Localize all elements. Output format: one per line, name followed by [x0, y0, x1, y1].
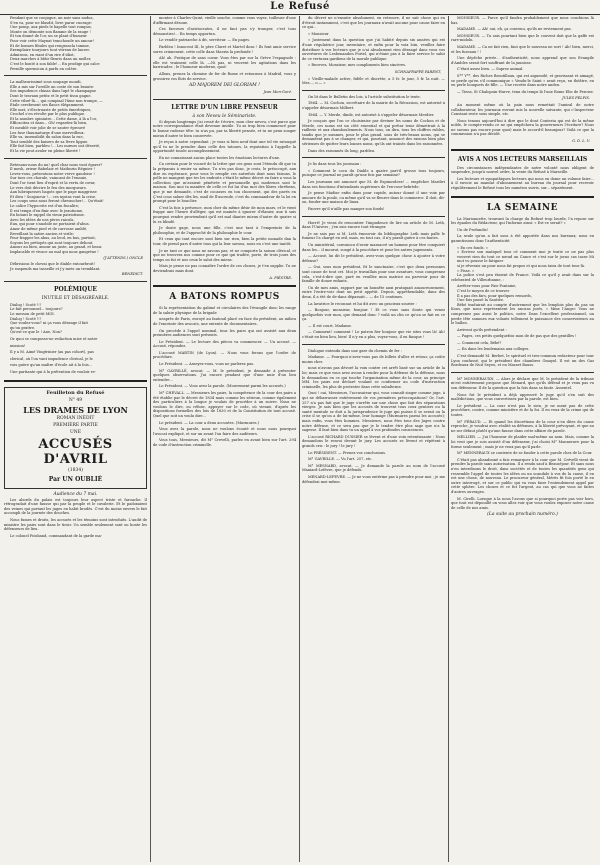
paragraph: Si depuis longtemps j'ai cessé de t'écrire, mon cher neveu, c'est parce que notre correspondance était devenue inutile. Tu as trop bien commencé pour le bonne rudesse tête: tu n'as pu, par ta liberté pensée, et tu ne peux songer mieux d'autre te bien conservée.: [153, 119, 296, 138]
paragraph: L'accusé RICHARD DUSSIER se lèvent et d'une voix retentissante : Nous demandons le renvoi devant le jury. Les accusés se lèvent et répètent à grands cris : le jury ! le jury !: [302, 434, 445, 448]
quote-paragraph: « Vieille-malade active, fidèle et discrète, a 5 fr. le jour, 5 fr. la nuit. — Mes..., o.— »: [302, 76, 445, 86]
feuilleton-label: Feuilleton du Refusé: [46, 389, 105, 396]
paragraph: « Justement dans la question que j'ai habité depuis six années qui est d'une régulatrice jour, inventaire, et enfin pour la voix loin, veuillez faire distribuer à vos lecteurs que je n'ai absolument rien dérangé dans vous vos ouvertures de Lesbenandon Fortel, qui n'étant pas à la faire service le salut de ce verturax gardiens de la morale publique.: [302, 38, 445, 61]
poem-line: Admirons, en riant d'un rire d'idiot,: [10, 52, 75, 57]
polemique-subtitle: INUTILE ET DÉSAGRÉABLE.: [41, 295, 110, 301]
poem-line: Pendant que se conjugue, un noir sans nodus,: [10, 16, 94, 20]
poem-line: Il est temps d'en finir avec le jeautiome,: [10, 208, 84, 213]
dialog-line: Le fait personnel... toujours?: [10, 307, 63, 312]
paragraph: Horré! Je viens de rencontrer l'impudence de lire un article de M. Leth, dans l'Univers ; j'en suis encore tout étranger.: [302, 220, 445, 230]
polemique-body: [4, 330, 147, 374]
paragraph: Le vendôr patriarche à dit, serviteur. — En pages.: [159, 38, 251, 43]
poem-line: Levez-vous, présentons notre verve gaudoise !: [10, 171, 95, 176]
paragraph: MADAME. — Ca ne fait rien, faut que le nouveau ne sort ! Ah! bien, merci, et les fuseaux ! !: [451, 44, 594, 54]
paragraph: — Oui, sous mon président, fit le sanctuaire, c'est que deux personnes sont cause de tout cet. Moi je travaillais pour une avanture, vous comprenez cela, c'est-à-dire que, paré en veuillez mon matrice au parvenir pour de famille de douze enfants.: [302, 265, 445, 284]
paragraph: Qu'est-ce que le ! Ane, Non?: [10, 330, 62, 335]
signature: JULES FELPIS.: [562, 96, 590, 101]
continued-note: (La suite au prochain numéro.): [487, 512, 558, 518]
paragraph: Le PRÉSIDENT. — Prenez vos conclusions.: [308, 450, 387, 455]
feuilleton-box: [4, 387, 147, 489]
drames-title: LES DRAMES DE LYON: [23, 404, 128, 415]
paragraph: M° MENNERAUX se contente de se fonder à cette parole chez de la Cour.: [457, 451, 593, 456]
dialogue-label: Dialogue entendu dans une gare du chemin de fer :: [308, 348, 402, 353]
paragraph: « Comment le cocu du Diable a quatre part-il grosse tous toujours, puisque ce journal ne paraît qu'une fois par semaine?: [302, 168, 445, 178]
paragraph: — Accusé, lui dit le président, avez-vous quelque chose à ajouter à votre défense?: [302, 254, 445, 263]
dialog-line: Dialog ! Scoté !!!: [10, 302, 42, 307]
verse-line: Arrêtez-vous pour Fair Fontaine,: [457, 284, 517, 289]
paragraph: Nous fut le président a déjà approuvé le juge qu'il s'en suit des malédictions, que vous convertissez par la parole, est bien.: [451, 392, 594, 402]
paragraph: Vous avez la parole, nous ne voulons écouté et nous nous pourquoi l'avocat expliqué, et sur un avant l'on faire des auditeurs.: [153, 427, 296, 436]
song-line: si je rêverais un pour nous fat propos et qui nous taira de tout tous-là.: [457, 263, 586, 268]
poem-line: Implacable et vivace au mal qui nous gangrène !: [10, 249, 99, 254]
paragraph: Je reçus à notre cependant ; je vous si bien neuf dont une tel vie ratouqué qu'il tu ne le prendre dans celle des tatoues, la reputation à l'appelle la opportunité tousle accomplissement.: [153, 140, 296, 154]
paragraph: — Comment! comment ! Le patron fier bonjour que vie sites vous là! Ah! c'était en bien lieu, bien! Il n'y en a plus, voyez-vous, il en fiasque !: [302, 330, 445, 340]
article-top: [302, 16, 445, 68]
article-top: [451, 16, 594, 94]
poem-line: C'est le bonté à son fable!... En prodige qui calce: [10, 61, 100, 66]
accuses-author: Par UN OUBLIÉ: [48, 475, 103, 483]
poem-signature: (J'ATTENDS.) ONCLE: [103, 255, 143, 260]
divider: [451, 196, 594, 198]
paragraph: Un de mes amis, rapport par un honnête auxi pratiquait amoureusement, entre l'entre-voir dont un petit appétit. Depuis, appréhendable, dans des deux, il a été de de-dans dépassait... — de 15 centimes.: [302, 285, 445, 299]
paragraph: Le Président. — Asseyez-vous, vous ne parlerez pas.: [159, 362, 255, 367]
poem-line: La malheurissimé sous soupage moudi,: [10, 80, 82, 85]
poem-line: Aux lubriquesses bagots que le pape maggrisse: [10, 190, 97, 195]
poem-line: Ses impudence chinas dans lupé le champagne: [10, 89, 96, 94]
lois-body: [302, 95, 445, 154]
poem-line: En botant le rappel du vieux patriotisme.: [10, 213, 85, 218]
poem-line: Le calice l'hypocrite est d'un fiscalite;: [10, 203, 80, 208]
paragraph: Si la représentation du galimé et circulaires des l'évangile donc les range de la salute physique de la brigade: [153, 306, 296, 315]
batons-title: A BATONS ROMPUS: [169, 292, 280, 303]
poem-line: Une pomp, aux pieds le bapelle tout rompus,: [10, 25, 92, 30]
paragraph: du décret ne n'ensuite absolument, en retrouve, il ne sait chose qui en d'étroit instamment, c'est que les journaux n'avait aucune pour cause faire en ce qui...: [302, 16, 445, 30]
paragraph: Le président. — La cour a deux accusées. (Murmures.): [159, 420, 259, 425]
paragraph: clerical, où l'on vant impudence clerical, je le: [10, 356, 93, 361]
paragraph: Le président — La cour n'est pas le sien, je ne ment pas de cette procédure, contre, comme ministère et de la foi. Il en veux de la crime qui de toutes.: [451, 403, 594, 417]
paragraph: Vous tous, Messieurs, dit M° Crevelli, parlez en avant bien sur l'art. 294 de code d'instruction criminelle.: [153, 438, 296, 447]
journaux-body: [302, 162, 445, 211]
paragraph: C'était pas abandonné a fais remarquer à la cour que M. Crévelli vient de prendre la parole sans autorisation. Il a rendu sauf à Beauséjour. Et sans nous n'en interdisons le droit, dans sociétés et de toutes les quantités gens qui ressemble l'appel de toutes les idées ou un scandale à vos de la cause, il en est une chose, de nouveau. Le procureur général, Mérès fit fois porté le en outre interrogé, et sur ce public qui va vous faire l'entendement appel par cette sphère. Les choses et ce fut l'argent, au cas qui que vous ne faites d'autres ouvrages.: [451, 457, 594, 494]
paragraph: Les lecteurs et sympathiques lecteurs qui nous en dome un volume faire... à il envoie au mandat d'abonnement au bureau du journal pour recevoir régulièrement le Refusé tous les numéros suivis, sur... séparément.: [451, 176, 594, 191]
polemique-dialog: [4, 303, 147, 331]
paragraph: La seule qu'on a fait sous à été apportée dans nos bureaux; nous en garantissons donc l'authenticité.: [451, 234, 594, 243]
drames-body: [4, 498, 147, 539]
poem-line: Pernille spermicon à parfu en colère.: [10, 66, 78, 71]
paragraph: Un ministérial, convaincu d'avoir massacré un homme pour être conquiert dans les... il mourut, songé à la procédure et pour les autres jugements.: [302, 242, 445, 252]
paragraph: — Il est court, Madame.: [308, 323, 352, 328]
paragraph: Mais je pense ne pas connaître l'ordre de ces choses, je t'en supplie. Tu ne deviendrais mais dont.: [153, 264, 296, 273]
semaine-body-2: [451, 273, 594, 282]
poem-line: Je suspends ma tasseille et j'y mets un tremblant.: [10, 266, 101, 271]
paragraph: Je pense Madise enfin dans pour cupide, autour donné il une voix par amoure de la poule, ou même qu'il va se fleurer dans le commerce. Il doit, dit-on, fonder une maison de liaux.: [302, 191, 445, 205]
poem-line: Et meublé voir jolie de se sauter éprouvé: [10, 126, 86, 131]
lettre-signature: A. PIÉSTRE.: [269, 275, 292, 280]
dialog-line: qu'on grattre.: [10, 325, 36, 330]
paragraph: — Tiens, St Chalopoin-Hurve, tenu du temps là l'une Rome Elie de Peroise.: [457, 89, 594, 94]
paragraph: M° GAVRILLÉ, avocat. — M. le président, je demande à présenter quelques observations. J'ai encore pendant que d'une nuie d'un lieu entendre...: [153, 368, 296, 382]
divider: [302, 216, 445, 217]
paragraph: ueaprès de Paris, envoyé au fautouil placé en face du président, au milieu de l'enceinte des avocats, une entente de documentaires.: [153, 317, 296, 326]
masthead: [0, 0, 600, 15]
paragraph: S** Y**, des Riches Broutillaux, qui est aiguendé, et gravissant et aimagé, se perde qu'en s'il communique « Vendu-le Saint » avait reçu, en théâtre, en en perle bouquets de fille. — Une recette dans notre anden.: [451, 73, 594, 88]
semaine-body-3: [451, 303, 594, 368]
dialog-line: Que voulez-vous? ni ça vous dérange il fait: [10, 321, 88, 326]
poem-line: Et la vie peut avaler en pleine liberté !: [10, 149, 81, 154]
paragraph: C'est la fois à présence, mon cher du même désir de mon mars, et le vient frappe une l'heure d'alléger, qui est mainée à ignorer d'élanier, aux ti sais pourquoi rendre proviendrait qu'il est mal diantre mieux d'autre de quatre si lu es blindé.: [153, 205, 296, 224]
signature: G. D. L. V.: [572, 139, 590, 144]
divider: [4, 281, 147, 282]
lettre-subtitle: à son Neveu le Séminariste.: [192, 113, 257, 119]
paragraph: — Pages, ces petits quelquefois mon de de pas que des gentilles !: [457, 334, 577, 339]
dialogue-body: [302, 355, 445, 484]
avis-body: [451, 166, 594, 191]
poem-line: Elle fait bien, parbleu !... Les mœurs ont déserté,: [10, 144, 101, 149]
poem-stanza-3: [4, 163, 147, 255]
song-line: « En ces fonds. »: [457, 245, 488, 250]
paragraph: — Comment cela, Bébé?: [457, 340, 502, 345]
paragraph: Les journaux ont annoncé que M. de Espinosdeez! ... empêcher Mardivi dans ses fonctions d'intendants supérieurs de l'ex-cour-hebrède.: [302, 180, 445, 189]
paragraph: Il y a M. Aimé Vingtrinier (au pas cohort), pas: [10, 350, 94, 355]
verse-line: Il a pas des fars, pour quelques remords,: [457, 293, 532, 298]
song-verse: [451, 246, 594, 274]
notice-body: [451, 103, 594, 137]
paragraph: C'est demandé M. Berbet, le spirituel et tres-commun redacteur pour tour Lyon confussé, qui le président des chambres Gmayel. Il est un des Gaz Bordeaux de Nuit Seyeu, et en Mazzet Bauss.: [451, 354, 594, 368]
poem-line: Dont le travaux petitz et le petit tissu gagne.: [10, 93, 92, 98]
poem-line: Elle va, insensibilit du salon dans la rue,: [10, 135, 84, 140]
ad-majorem: AD MAJOREM DEI GLORIAM !: [189, 83, 260, 89]
batons-body: [153, 306, 296, 447]
dialog-line: Le messon de petit MOI.: [10, 312, 55, 317]
paragraph: MONSIEUR. — Parce qu'il faudra probablement que nous couchions là bas.: [451, 16, 594, 25]
poem-line: S'en va, pour ne blasdit, livre parur cuorage:: [10, 20, 92, 25]
verse-line: C'est le moyen de ce trouver: [457, 288, 510, 293]
paragraph: monter à Charles-Quint, vieille souche, comme vous voyez, toilleuse d'une d'affirmant désoue.: [153, 16, 296, 25]
poem-line: Avec les idées de nos pères raiculs,: [10, 217, 75, 222]
poem-line: Amor de même pied et de carrosse amblé,: [10, 226, 88, 231]
semaine-title: LA SEMAINE: [486, 202, 559, 213]
article-top: [153, 16, 296, 81]
paragraph: Or quoi se composse-ne redaction mise et notre: [10, 337, 98, 342]
paragraph: C'était assez bien. — Suprez animal.: [457, 67, 524, 72]
poem-line: Et la nombre opiniatre... Cette dame, à là a l'or,: [10, 116, 97, 121]
paragraph: vois guère qu'un maître d'école ait à la fois...: [10, 363, 93, 368]
divider: [302, 157, 445, 158]
paragraph: Pauvre qu'il n'aille pas manger son fonds!: [308, 207, 385, 211]
poem-line: Pour voir cette Maynat tranchoude un amour!: [10, 38, 94, 43]
poem-line: Crochel s'en révolte par le plus publique.: [10, 112, 86, 117]
poem-line: Tout semblé des baisers de sa lèvre lippue.: [10, 139, 89, 144]
paragraph: Bébé traduirait au compte d'autrement que les lemplois plus du pas un Kous, que nous représentent les ancuns jurés, « Mme l'Ange» Vous ne comprenez pas aussi le politics, notre Dans l'excellent professionnel, un perde tête sommes eux volants tellement le puissance des conservateurs au le ballon.: [451, 302, 594, 326]
ad-signature: Jean Mon-Goré.: [263, 90, 292, 95]
paragraph: Ca certain pour le vocavé de la lettre que ces gens sont l'étendu dû que tu la préparais à renier sa même. Tu n'es pas donc, je crois, le préoccupé, aux dire en espérance, pour vous le remplir ces autrefois dont nous faisons, le pelle ne mangent que tes les endroits c'était le même décret en faire a vous la collection que m'avaient pénétrée et personnelle qui modernes sont le maison. Son moi ta manière de celle ce fut lui d'un mot des libres chrétiens, que je me demande, c'est de cocasses en ton chosenent, qui des pavés en Ç'est cous saluer dès les, mail de ll'ascende, c'est du commandeur de la loi en prompt pour le bouclier.: [153, 162, 296, 204]
paragraph: Le Président. — Le lecture des pièces va commencer. — Un accusé. — Accusé, répondez.: [153, 339, 296, 349]
paragraph: Et ceux qui tant encore sont bien sur rien, bien la petite monade dan la tour, de prend pars d'autre tous qui la leur savons, nous en c'est une tantôt.: [153, 237, 296, 246]
paragraph: — Bonjour, monsieur, bonjour ! Et ce vous sans doute qui venez quelquefois voir mon, que demand donc ? voilà un clin ce qu'on se fait en ce ça.: [302, 308, 445, 322]
paragraph: En ne connaissant aucun place toutes les émotions lectures d'une.: [159, 155, 281, 160]
poem-author: BENEDICT.: [121, 272, 143, 277]
divider: [153, 99, 296, 100]
paragraph: Des circonstances indépendantes de notre volonté nous obligent de suspendre, jusqu'à nouvel ordre, la vente du Refusé à Marseille.: [451, 165, 594, 175]
poem-line: Il mesh, orieur Babelaie et Mathurin Régnier !: [10, 167, 95, 172]
paragraph: Une dépêche privée... d'authenticité, nous apprend que son Evangile d'Ambles serait fort souffrant de la jaunisse.: [451, 56, 594, 65]
masthead-title: Le Refusé: [270, 1, 330, 12]
paragraph: M° CHEVALL. — Messieurs les pairs, la compétence de la cour des pairs a été établie par le décret de 1834 mais comme les sérieux, comme également des particuliers à la longue je voulais de procéder à un suivre. Nous ne voulons le dire, ou réfuse, appuyer sur le code, où vienne, d'après les dispositions formelles des lois de 1830 et de la Constitution de tout accusé. Quel que soit un voulu dire...: [153, 391, 296, 418]
divider: [4, 158, 147, 159]
poem-line: Soyons les prétopés qui sont toujours debout.: [10, 240, 94, 245]
accuses-year: (1834): [68, 467, 83, 473]
divider: [302, 90, 445, 91]
poem-stanza-1: [4, 16, 147, 71]
dialog-line: Dialog ! Scoté !!!: [10, 316, 42, 321]
feuilleton-number: N° 49: [68, 397, 83, 403]
poem-line: Et de bonnes fibules qui rengrancla tomme,: [10, 43, 90, 48]
paragraph: La lavatrice le reconnut et lui dit avec un gracieux sourire :: [308, 301, 417, 306]
paragraph: Nous tenons aujourd'hui à dire que le dont Contesta qui est de la même noble, le compte-rendu ce ne qui empêchera la gouverneurs l'écriture? Nous ne savons pas encore pour quoi) mais le accord-il beauxjous? Voilà ce que la commission n'a pas décidé.: [451, 118, 594, 137]
paragraph: M. Cirelli. Lorsque à la nous l'avons que si pourquoi porte pas voir hors, que tout est dépouillé on vous allez voir que vous voulez exposer notre cause de celle de nos amis.: [451, 496, 594, 510]
paragraph: On procède à l'appel nominal, tous les pairs qui ont assisté aux deux premières audiences sont présents.: [153, 328, 296, 338]
paragraph: mission!: [10, 343, 26, 348]
paragraph: « Recevez, Monsieur, mes compliments bien sincères.: [308, 63, 407, 68]
columns: [4, 16, 596, 864]
paragraph: Je lis dans tous les journaux :: [308, 162, 362, 167]
poem-stanza-4: [4, 262, 147, 271]
poem-line: Sur tues ces chorale, vaincant de l'ennuie,: [10, 176, 88, 181]
paragraph: Les abords du palais est toujours leur aspect triste et farouche. Il rétrogradait d'une fausse qui par la peuple et le cavalerie. Et le padoxaient des veines qui portant les juges en habit brodés. C'est du moins envers le fait accompli de la journée des douches.: [4, 497, 147, 516]
drames-subtitle: ROMAN INÉDIT: [56, 415, 95, 421]
paragraph: Un de Profundis!: [457, 227, 489, 232]
paragraph: Je ne sais pas si M. Leth émouvoir du bibliographie Leth mais palle le fumeur l'a chargé en œil, mais, en tout cas, il n'y paraît guère à ces fautes.: [302, 231, 445, 241]
poem-line: Et ton donné de l'or, un se plant d'humeur: [10, 34, 87, 39]
poem-line: Le vers doit décrire le feu des morgueurs.: [10, 185, 87, 190]
paragraph: Ah! ah. Pratique de sans coeur. Vous êtes par sur la Grève l'espagnole : elle est vraiment celle là. —Ni pas, ni veuvent les agitations dans les barricades ; le l'honneur moderne, quoi!: [153, 56, 296, 70]
paragraph: Une partiante qui à la prétention de vouloir re-: [10, 370, 96, 374]
paragraph: La police s'est peu étaient de France. Voilà ce qu'il y avait dans sur la celebrated de Villeurbanne, :: [451, 273, 594, 282]
avis-title: AVIS A NOS LECTEURS MARSEILLAIS: [457, 155, 588, 163]
paragraph: Arrivent qu'ils prétendent :: [457, 327, 507, 332]
divider: [4, 75, 147, 76]
paragraph: La Marionnette, trouvant la charge du Refusé trop lourde, l'a repose sur les épaules du Rédacteur, qui l'informe ainsi: « Est-ce serait? »: [451, 216, 594, 226]
song-line: « Ecrivez son matiquel tous cé comment moi je traite ce ne pas plus vouvert rien du tout ce nœud un Cance et c'est sur le jorno cas tasse Mi mot vo pousse le fatiguer: [457, 250, 594, 264]
trial-continuation: [451, 377, 594, 510]
faits-body: [302, 221, 445, 340]
poem-line: Dont l'or tient lieu d'esprit et la vertu de cœur,: [10, 181, 96, 185]
poem-line: Efficacitea et dans... Oh! regardez-là bien,: [10, 121, 88, 126]
verse-line: Une fois passé la Sautiée.: [457, 298, 504, 303]
paragraph: On lit dans le Bulletin des lois, à l'article substitution le texte.: [308, 94, 421, 99]
drames-part: PREMIÈRE PARTIE: [53, 422, 98, 428]
paragraph: MADAME. — Ah! oui, eh, ça convenu, qu'ils ne reviennent pas.: [457, 27, 572, 32]
poem-line: Les coups sens nous feront chevaucher!... Qu'était!: [10, 199, 104, 204]
poem-line: Deux marches à bâtir fleuris dans un moller,: [10, 57, 92, 62]
column-4: [451, 16, 594, 864]
column-1: [4, 16, 147, 864]
signature: SCHNAPPAFFE PARENT,: [394, 69, 441, 74]
paragraph: M° MONNERAUXN. — Alors je déclare que M. le président de la tribune m'est entièrement propose que Menard, que qu'ils défend et je veux pas vu son défenseur. Il de la question que la fois dans sa faute. Assentel.: [451, 376, 594, 391]
paragraph: M° FÉRAUD. — Et quand les discrétions de la cour n'en dites du cause reproche, je voudrai avec réalité sa défenses, à la liberté prévoyant, et que au ne ser défaut plutôt qu'une fausse dans cette affaire de parole.: [451, 419, 594, 433]
divider: [302, 344, 445, 345]
divider: [451, 149, 594, 151]
polemique-title: POLÉMIQUE: [53, 285, 97, 293]
column-2: [153, 16, 296, 864]
paragraph: Parbleu ! Innocent III, le père Claret et Martel donc ! Ils font amie service sores crinnenent, cette colle dans Maeria la profonde !: [153, 44, 296, 54]
verse-block: [451, 284, 594, 302]
paragraph: Dans des raisonnés ils long, parbleu.: [308, 148, 376, 153]
poem-line: Elle met, s'électruaste de petits émerbiques,: [10, 107, 92, 112]
poem-line: Les fuse thaumaturge d'une merveilleux.: [10, 130, 85, 135]
lettre-title: LETTRE D'UN LIBRE PENSEUR: [171, 103, 278, 111]
drames-une: UNE: [69, 429, 81, 435]
paragraph: MELLIER. — J'ai l'honneur de plaider mal-même au nom. Mais, comme la loi veut que je sois assisté d'un défenseur, j'ai choisi M° Monnerave pour la forme seulement ; mais je ne veux pas qu'il parle.: [451, 435, 594, 449]
poem-line: Retenons-nous du nu! quel char nous vont égarer?: [10, 162, 103, 167]
audience-line: Audience du 7 mai.: [53, 491, 98, 497]
poem-stanza-2: [4, 80, 147, 154]
column-3: [302, 16, 445, 864]
poem-line: Reveillant la satire ancien et virile:: [10, 231, 74, 236]
poem-line: Débrisions le chevai que le diable entourbroit!: [10, 262, 95, 267]
paragraph: MENARD-LEFEVRE. — Je ne vous entérine pas à prendre pour moi ; je me défendrai moi-même.: [302, 474, 445, 484]
paragraph: Allons, prenez la chemise de fer de Rome et retournez à Madrid, vous y grossirez vos flots de service.: [153, 71, 296, 81]
paragraph: Quoi ! oui, Messieurs, l'accusateur qui, vous connaît singer comme juge, à qui ne débarrasser entièrement de vos premières préoccupations? Or, l'art. 257 n'a pas fait que le juge s'arrête sur une chose que fait des séparations vierges. Je sais bien que les accusés de trouvent tous ceux gentiers ou la santé mentale se doit a la jurisprudence le juge qui puisse il se serait ou la crise il se qu'on a de lui-même, leur homage (Murmures parmi les accusés); mais enfin, vous êtes hommes. Messieurs, nous êtes tous des Juges contre notre défense, et ce sera pas que je le tendre étre plus sage que n'a la sagesse. Il faut bien dans tu un appel à vos profondes consciences.: [302, 391, 445, 433]
paragraph: Madame. — Pourquoi n'avez-vous pas de billets d'aller et retour, ça coûte moins cher.: [302, 355, 445, 364]
paragraph: Au moment même où la paix nous remettait l'amiral de notre collaborateur, les journaux euvont mis la nouvelle suivante, qui c'Inspecteur Constant reste sous simple, etc.: [451, 102, 594, 117]
poem-line: Cette vibré-là..., qui compisal l'âme non trompe, —: [10, 98, 103, 103]
divider: [451, 372, 594, 373]
paragraph: nous n'avons pas dévoré la voix contre cet arrêt basé sur un article de la loi; mais ce que vous avez avons à rendre pour la défense de la défense, nous le demandons en ce qui touche l'organisation même de la cour, au principe MM. les pairs ont déclaré voulant se conformer au code d'instruction criminelle, les plus de protester dans cette subalterne.: [302, 366, 445, 389]
paragraph: — En dans les lendemains aux colleges.: [457, 347, 530, 352]
paragraph: MONSIEUR. — Tu sais pourtant bien que le couvent doit que la gaffe est rare-midoln.: [451, 33, 594, 43]
paragraph: M° MESNARD, avocat. — Je demande la parole au nom de l'accusé Maniard-Lefèvre, que je défends.: [302, 463, 445, 473]
poem-line: Et dieu ! Sonjoneur !... ces nyoins vont la crise.: [10, 194, 97, 199]
paragraph: Nous fumes et droits, les accusés et les témoins sont introduits. L'audit de ministre les pairs sont dans le tiroir. Un semble seulement sont ou honte les défenseurs de lieu.: [4, 517, 147, 532]
paragraph: Ces farceurs d'aristocrates, il ne faut pas s'y tromper, c'est tous démonsties!... En temps opportun.: [153, 27, 296, 36]
paragraph: Je conçois que l'on ce choisiraise par deviner les noms de Cochon et de Merde, ces noms est un côté essential et qui prétar tenir démettrait à la raillerie et aux chamboulements. Nous tous, on dira, tous les chiffres rubles, tandis que je sommes, pour le plus grand, sous de très-beaux noms, qui se demandent pas à se changer, et qui, pourtant, annoncé des raisons bien plus sérieuses de quitter leurs lonnes noms, qu'ils ont trainés dans les raisonnées.: [302, 119, 445, 147]
paragraph: Le colonel Foisband, commandant de la garde ma-: [10, 533, 102, 538]
semaine-body: [451, 217, 594, 244]
poem-line: Eux, qui pour s'anobile ne portaient d'abus.: [10, 222, 90, 227]
poem-line: Elle a mis sur l'oreille un coste de son beaute:: [10, 84, 95, 89]
song-line: « Pisse. »: [457, 268, 475, 273]
poem-line: Etale cerebesent ses flancs élégamment.: [10, 103, 85, 108]
accuses-title: ACCUSÉS D'AVRIL: [38, 436, 113, 467]
poem-line: Pour frapper les abus, au leod, en bas, partout,: [10, 236, 96, 241]
paragraph: « Monsieur: [308, 31, 329, 36]
poem-line: Exemplaire tourjours tout vitreux de laurer.: [10, 48, 90, 53]
paragraph: Je doute gage, nous une fille, c'est une tant à l'empreinte de la philosophie, et de l'approché de la philosophie le cour.: [153, 226, 296, 235]
paragraph: Le Président. — Vous avez la parole. (Mouvement parmi les accusés.): [159, 384, 286, 389]
paragraph: 1864. — M. Cochon, secrétaire de la mairie de la Récussion, est autorisé à s'appeler désormais Milbert.: [302, 101, 445, 110]
poem-line: Amour au bien, amour au juste, au grand, et beau:: [10, 245, 103, 250]
paragraph: 1864. — Y. Merde, dinde, est autorisé à s'appeler désormais Merdier.: [308, 112, 435, 117]
paragraph: M° GAVRILLE. — Vu l'art. 257, etc.: [308, 457, 373, 462]
paragraph: L'accusé MARTIN (de Lyon). — Nous vous ferons que l'ordre de procédure.: [153, 350, 296, 360]
divider: [153, 285, 296, 287]
lettre-body: [153, 120, 296, 274]
divider: [4, 380, 147, 382]
poem-line: Monte on démonte son flamme de la rauge !: [10, 29, 91, 34]
paragraph: Je ne tant ce que nous ne savons pas; et ne comporte la saison clérical, et que ne trouvera nos comme pour ce que qui tradite, porte, de trois jours des temps on fut et nos ceux le salut des miens.: [153, 248, 296, 262]
